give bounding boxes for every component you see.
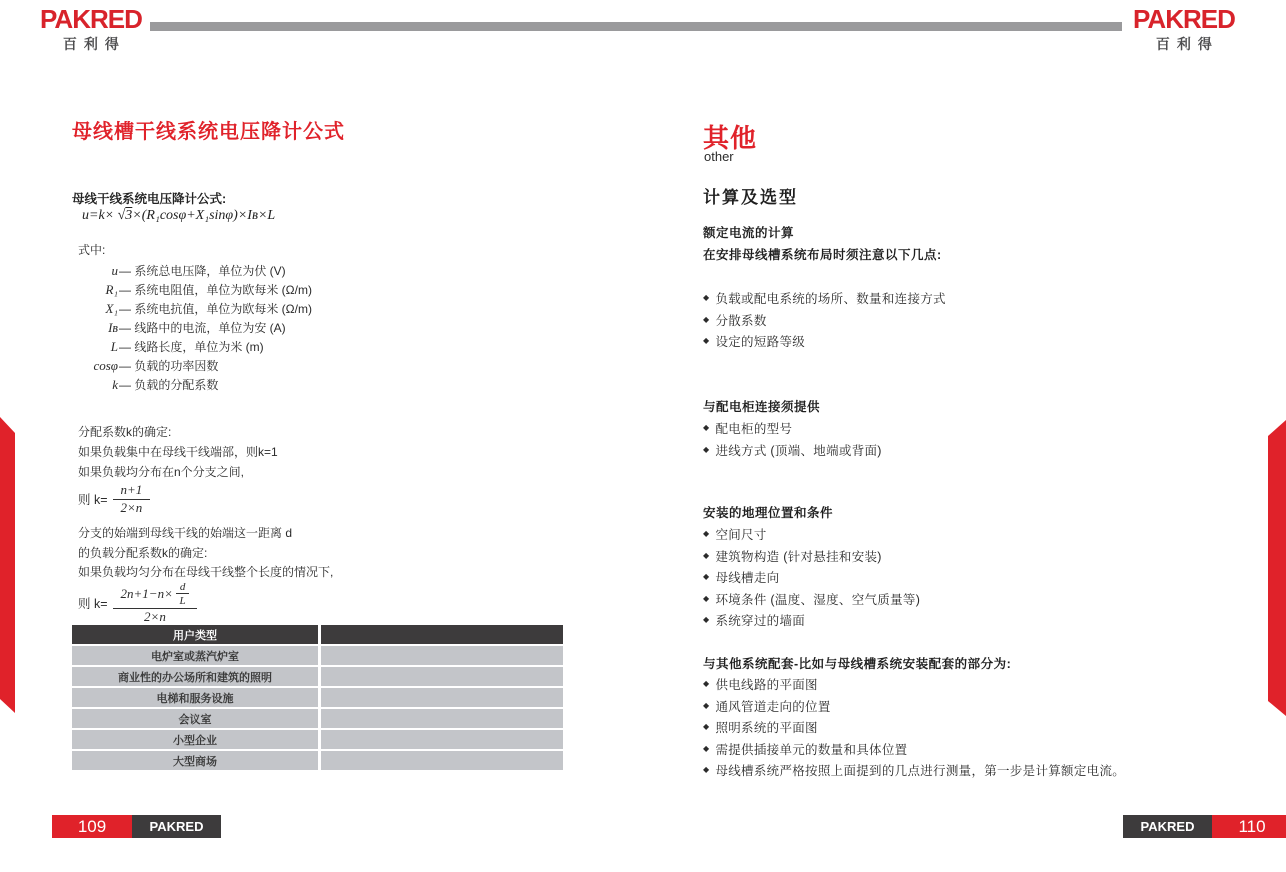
left-page (72, 0, 572, 800)
diamond-bullet-icon: ◆ (703, 722, 710, 731)
bullet-list (703, 419, 882, 462)
brand-logo-chinese: 百利得 (1155, 36, 1219, 52)
table-cell (321, 751, 563, 770)
k-fraction-formula-2 (78, 581, 197, 625)
where-label: 式中: (78, 243, 106, 257)
section-heading: 在安排母线槽系统布局时须注意以下几点: (703, 248, 942, 262)
diamond-bullet-icon: ◆ (703, 700, 710, 710)
section-heading: 与其他系统配套-比如与母线槽系统安装配套的部分为: (703, 657, 1012, 671)
list-item (703, 547, 920, 569)
table-cell: 会议室 (72, 709, 318, 728)
variable-row (72, 261, 312, 280)
k-determination-line: 如果负载集中在母线干线端部，则k=1 (78, 445, 278, 459)
section-title: 计算及选型 (703, 188, 798, 207)
list-item (703, 568, 920, 590)
list-item-text: 设定的短路等级 (715, 335, 806, 349)
page-number-right: 110 (1212, 815, 1286, 838)
section-heading: 安装的地理位置和条件 (703, 506, 834, 520)
k-determination-line: 的负载分配系数k的确定: (78, 546, 208, 560)
table-cell (321, 709, 563, 728)
voltage-drop-formula (82, 208, 275, 224)
variable-row (72, 337, 312, 356)
table-cell: 小型企业 (72, 730, 318, 749)
list-item (703, 675, 1125, 697)
list-item (703, 697, 1125, 719)
fraction (113, 483, 151, 516)
diamond-bullet-icon: ◆ (703, 593, 710, 603)
page-number-left: 109 (52, 815, 132, 838)
table-cell: 商业性的办公场所和建筑的照明 (72, 667, 318, 686)
diamond-bullet-icon: ◆ (703, 743, 710, 753)
list-item (703, 525, 920, 547)
list-item (703, 761, 1125, 783)
k-determination-line: 如果负载均分布在n个分支之间, (78, 465, 245, 479)
footer-left (52, 815, 221, 838)
list-item (703, 740, 1125, 762)
fraction-numerator: n+1 (113, 483, 151, 500)
table-cell (321, 730, 563, 749)
page-title: 母线槽干线系统电压降计公式 (72, 121, 345, 143)
list-item-text: 母线槽走向 (715, 571, 780, 585)
section-heading: 额定电流的计算 (703, 226, 795, 240)
list-item (703, 718, 1125, 740)
diamond-bullet-icon: ◆ (703, 293, 710, 302)
list-item-text: 需提供插接单元的数量和具体位置 (715, 742, 908, 757)
list-item-text: 环境条件 (温度、湿度、空气质量等) (715, 592, 921, 607)
bullet-list (703, 289, 946, 354)
variable-description: — 系统电抗值，单位为欧每米 (Ω/m) (119, 302, 312, 316)
list-item-text: 通风管道走向的位置 (715, 699, 831, 714)
list-item (703, 289, 946, 311)
variable-symbol: R₁ (105, 281, 118, 297)
fraction (113, 581, 198, 625)
list-item (703, 611, 920, 633)
variable-description: — 线路中的电流，单位为安 (A) (119, 321, 286, 335)
variable-symbol: u (111, 262, 118, 278)
right-page (703, 0, 1173, 800)
diamond-bullet-icon: ◆ (703, 529, 710, 538)
fraction-denominator: 2×n (144, 609, 166, 625)
diamond-bullet-icon: ◆ (703, 572, 710, 581)
numerator-text: 2n+1−n× (120, 585, 173, 601)
sqrt-sign: √ (117, 208, 126, 223)
list-item-text: 建筑物构造 (针对悬挂和安装) (715, 549, 882, 564)
formula-post: ×(R₁cosφ+X₁sinφ)×Iʙ×L (132, 208, 276, 223)
user-type-table (72, 625, 563, 770)
footer-logo: PAKRED (1123, 815, 1212, 838)
list-item (703, 311, 946, 333)
variable-symbol: cosφ (93, 357, 118, 373)
k-determination-line: 如果负载均匀分布在母线干线整个长度的情况下, (78, 565, 334, 579)
variable-description: — 负载的功率因数 (119, 359, 219, 373)
list-item-text: 配电柜的型号 (715, 422, 793, 436)
k-fraction-formula-1 (78, 483, 150, 516)
diamond-bullet-icon: ◆ (703, 423, 710, 432)
inner-denominator: L (179, 595, 186, 608)
diamond-bullet-icon: ◆ (703, 314, 710, 324)
sqrt-argument: 3 (125, 208, 133, 223)
table-cell: 大型商场 (72, 751, 318, 770)
fraction-prefix: 则 k= (78, 493, 108, 508)
diamond-bullet-icon: ◆ (703, 336, 710, 345)
chapter-title: 其他 (703, 123, 758, 153)
list-item-text: 进线方式 (顶端、地端或背面) (715, 443, 882, 458)
variable-description: — 线路长度，单位为米 (m) (119, 340, 264, 354)
table-cell (321, 667, 563, 686)
variable-symbol: X₁ (105, 300, 118, 316)
chapter-subtitle: other (704, 149, 734, 164)
brand-logo-text: PAKRED (40, 4, 142, 34)
variable-row (72, 318, 312, 337)
k-determination-line: 分配系数k的确定: (78, 425, 172, 439)
table-cell (321, 646, 563, 665)
variable-row (72, 375, 312, 394)
fraction-denominator: 2×n (120, 499, 143, 515)
fraction-prefix: 则 k= (78, 597, 108, 612)
footer-right (1123, 815, 1286, 838)
variable-symbol: L (110, 338, 118, 354)
table-cell (321, 688, 563, 707)
diamond-bullet-icon: ◆ (703, 444, 710, 454)
footer-logo: PAKRED (132, 815, 221, 838)
list-item-text: 供电线路的平面图 (715, 678, 818, 692)
k-determination-line: 分支的始端到母线干线的始端这一距离 d (78, 526, 293, 540)
variable-symbol: k (112, 376, 118, 392)
variable-row (72, 299, 312, 318)
list-item-text: 照明系统的平面图 (715, 721, 818, 735)
list-item (703, 441, 882, 463)
list-item-text: 母线槽系统严格按照上面提到的几点进行测量，第一步是计算额定电流。 (715, 764, 1126, 778)
bullet-list (703, 525, 920, 633)
variable-row (72, 280, 312, 299)
diamond-bullet-icon: ◆ (703, 550, 710, 560)
right-red-ribbon (1268, 420, 1286, 716)
variable-definitions (72, 261, 312, 394)
list-item-text: 负载或配电系统的场所、数量和连接方式 (715, 292, 946, 306)
table-cell: 电炉室或蒸汽炉室 (72, 646, 318, 665)
section-heading: 与配电柜连接须提供 (703, 400, 821, 414)
diamond-bullet-icon: ◆ (703, 679, 710, 688)
table-cell: 电梯和服务设施 (72, 688, 318, 707)
table-header-cell (321, 625, 563, 644)
formula-heading: 母线干线系统电压降计公式: (72, 192, 227, 206)
list-item-text: 系统穿过的墙面 (715, 614, 806, 628)
left-red-ribbon (0, 417, 15, 713)
inner-numerator: d (176, 581, 190, 594)
variable-description: — 系统总电压降，单位为伏 (V) (119, 264, 286, 278)
brand-logo-text: PAKRED (1133, 4, 1235, 34)
table-header-cell: 用户类型 (72, 625, 318, 644)
variable-row (72, 356, 312, 375)
list-item (703, 419, 882, 441)
brand-logo-chinese: 百利得 (62, 36, 126, 52)
variable-symbol: Iʙ (108, 319, 118, 335)
list-item-text: 空间尺寸 (715, 528, 767, 542)
formula-pre: u=k× (82, 208, 118, 223)
inner-fraction (176, 581, 190, 607)
fraction-numerator (113, 581, 198, 609)
diamond-bullet-icon: ◆ (703, 765, 710, 774)
bullet-list (703, 675, 1125, 783)
list-item (703, 332, 946, 354)
list-item (703, 590, 920, 612)
diamond-bullet-icon: ◆ (703, 615, 710, 624)
list-item-text: 分散系数 (715, 313, 767, 328)
variable-description: — 系统电阻值，单位为欧每米 (Ω/m) (119, 283, 312, 297)
variable-description: — 负载的分配系数 (119, 378, 219, 392)
